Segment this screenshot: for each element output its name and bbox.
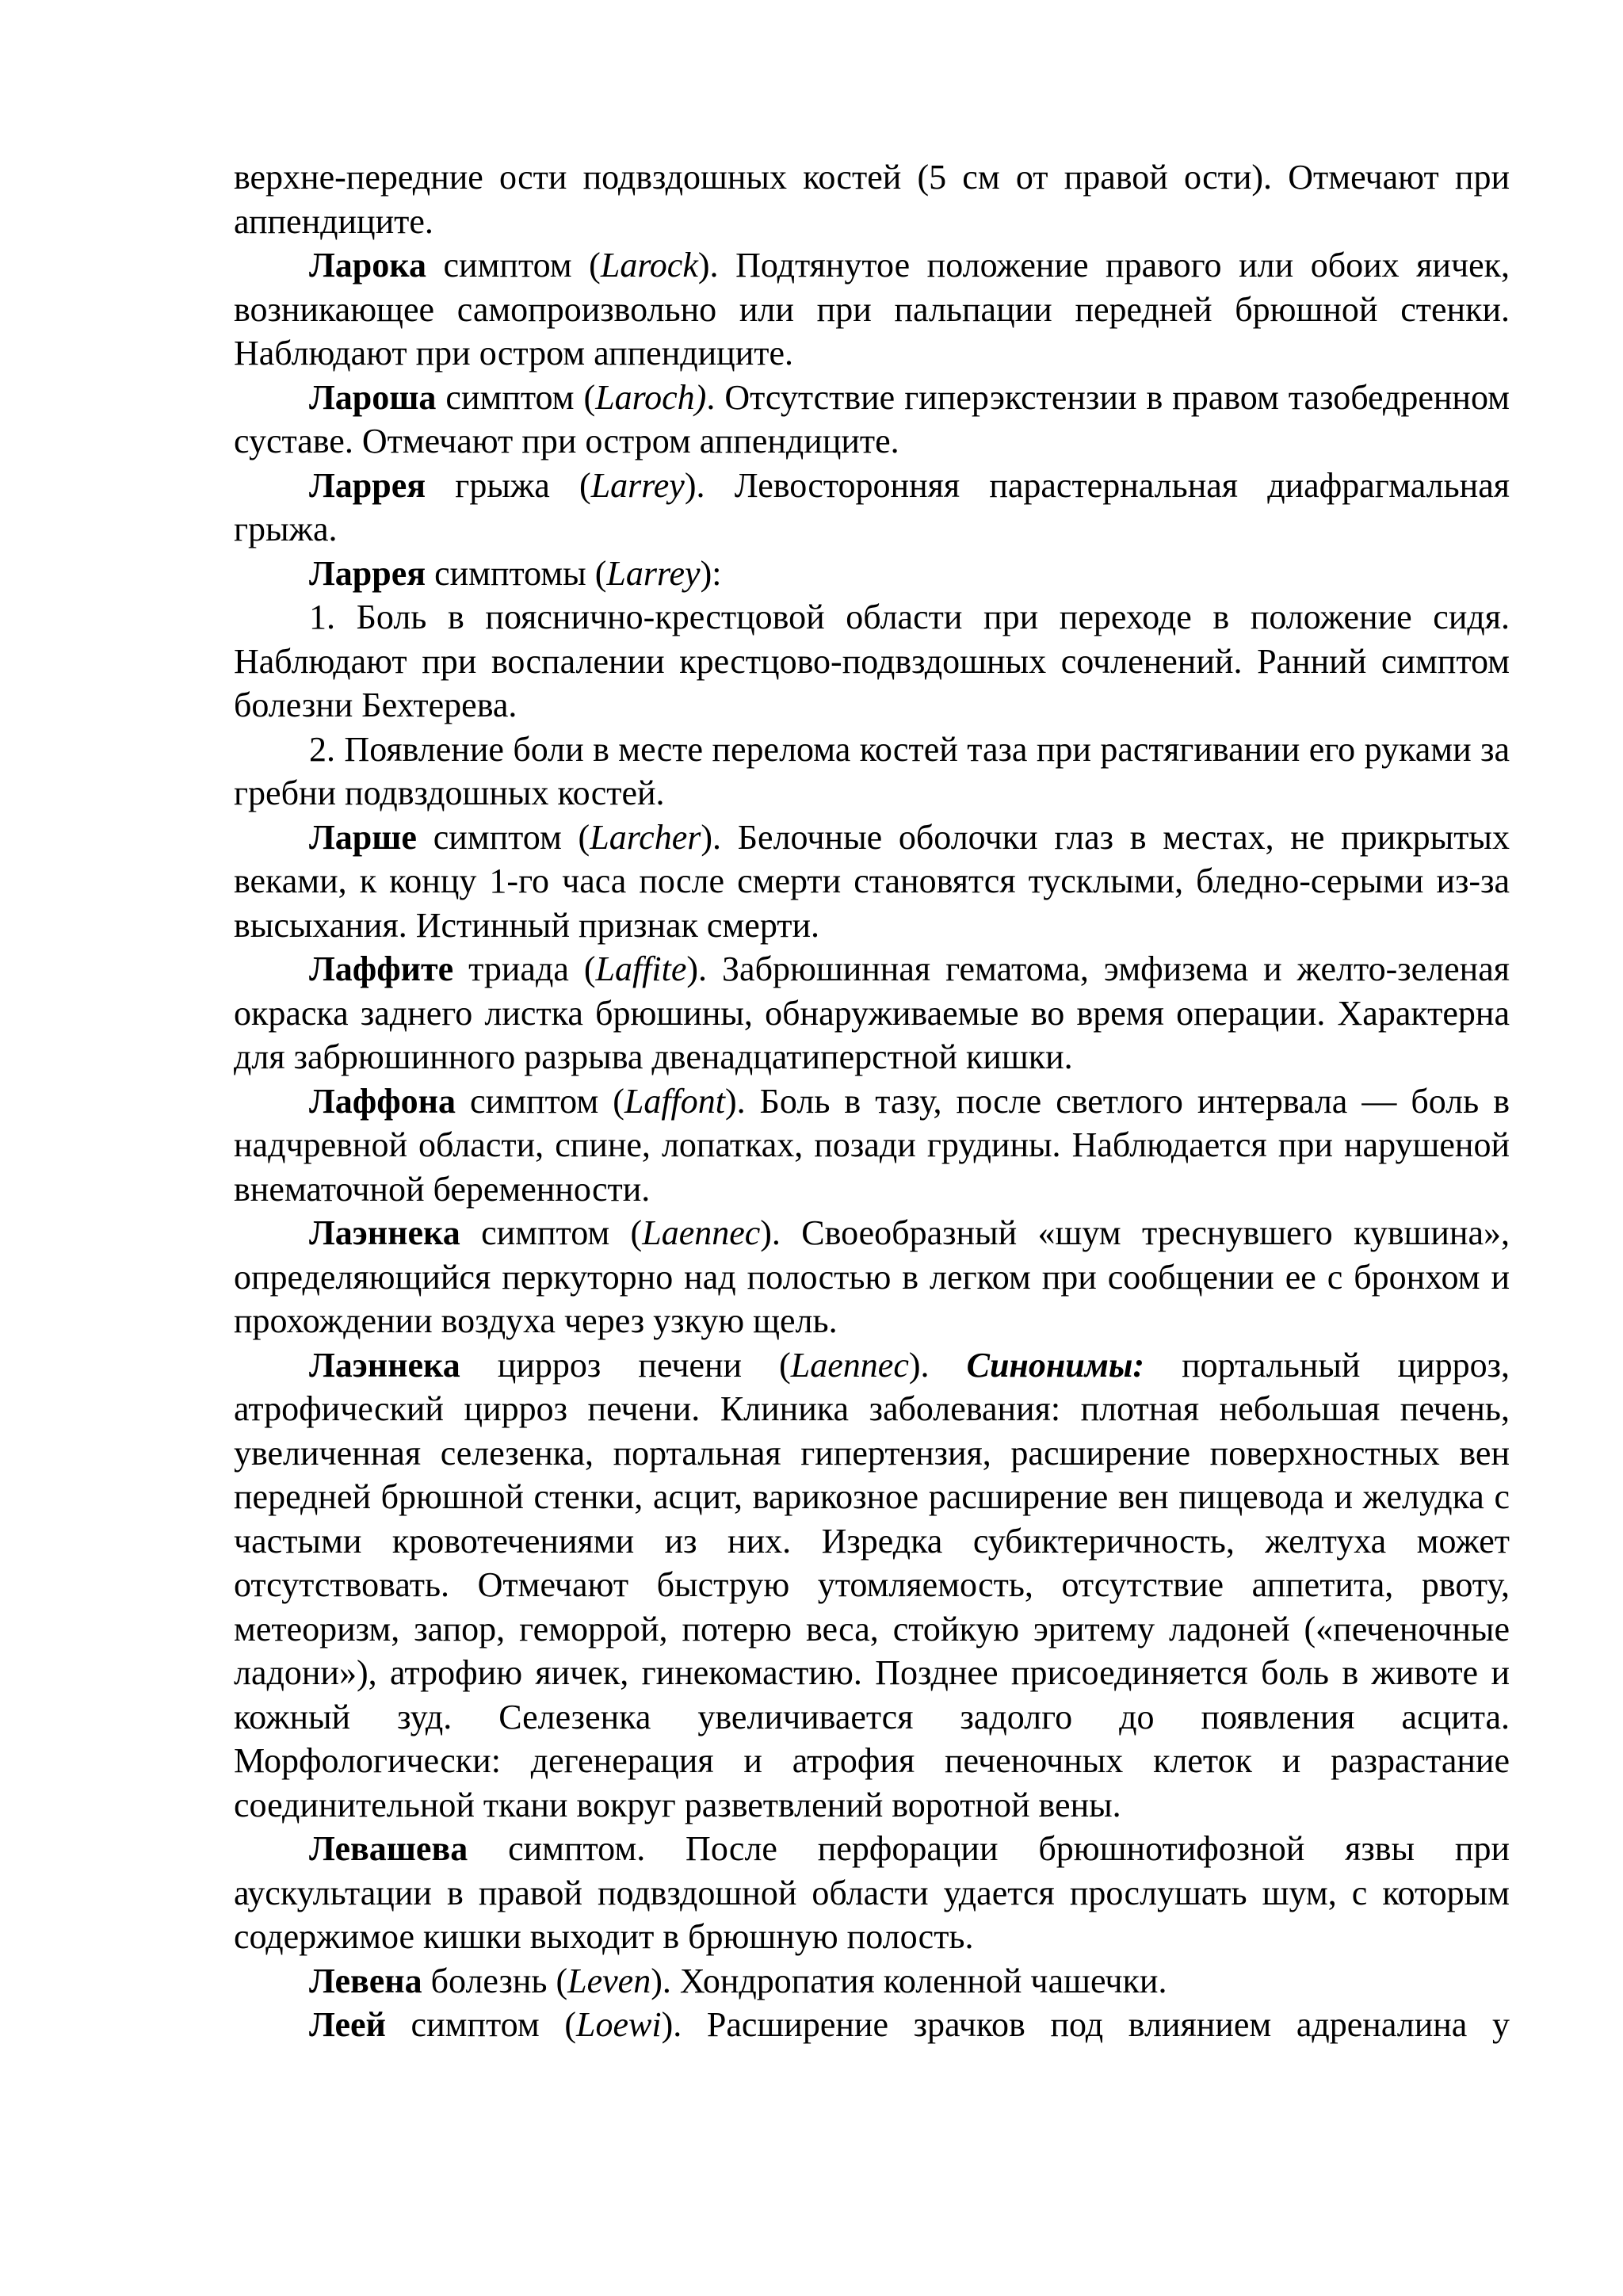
text-paragraph	[234, 552, 1510, 596]
paragraph-text: ). Подтянутое положение правого или обоих яичек, возникающее самопроизвольно или при пальпации передней брюшной стенки. Наблюдают при остром аппендиците.	[234, 246, 1510, 372]
term-name: Ларрея	[309, 465, 426, 505]
latin-name: Larock	[600, 246, 698, 285]
paragraph-text: ). Боль в тазу, после светлого интервала — боль в надчревной области, спине, лопатках, позади грудины. Наблюдается при нарушеной внематочной беременности.	[234, 1081, 1510, 1209]
paragraph-text: ). Хондропатия коленной чашечки.	[651, 1961, 1167, 2000]
text-paragraph	[234, 816, 1510, 948]
paragraph-text: ):	[700, 553, 722, 593]
paragraph-text: болезнь (	[422, 1961, 568, 2000]
term-name: Лароша	[309, 377, 437, 417]
latin-name: Laffite	[595, 949, 687, 988]
paragraph-text: ). Своеобразный «шум треснувшего кувшина», определяющийся перкуторно над полостью в легком при сообщении ее с бронхом и прохождении воздуха через узкую щель.	[234, 1213, 1510, 1340]
term-name: Левашева	[309, 1829, 468, 1868]
latin-name: Laennec	[790, 1345, 909, 1385]
paragraph-text: ). Расширение зрачков под влиянием адреналина у	[661, 2005, 1510, 2044]
text-paragraph	[234, 1959, 1510, 2004]
text-paragraph	[234, 1343, 1510, 1828]
paragraph-text: ). Белочные оболочки глаз в местах, не прикрытых веками, к концу 1-го часа после смерти становятся тусклыми, бледно-серыми из-за высыхания. Истинный признак смерти.	[234, 817, 1510, 945]
latin-name: Laroch)	[595, 377, 707, 417]
term-name: Левена	[309, 1961, 422, 2000]
paragraph-text: 2. Появление боли в месте перелома костей таза при растягивании его руками за гребни подвздошных костей.	[234, 729, 1510, 812]
text-paragraph	[234, 1079, 1510, 1212]
paragraph-text: симптомы (	[426, 553, 607, 593]
text-paragraph	[234, 595, 1510, 728]
text-paragraph	[234, 1211, 1510, 1343]
paragraph-text: цирроз печени (	[460, 1345, 791, 1385]
term-name: Лаэннека	[309, 1345, 460, 1385]
paragraph-text: триада (	[453, 949, 596, 988]
text-paragraph	[234, 243, 1510, 376]
text-paragraph	[234, 728, 1510, 816]
paragraph-text: симптом (	[436, 377, 596, 417]
text-paragraph	[234, 1827, 1510, 1959]
text-paragraph	[234, 947, 1510, 1079]
paragraph-text: грыжа (	[426, 465, 591, 505]
paragraph-text: портальный цирроз, атрофический цирроз печени. Клиника заболевания: плотная небольшая печень, увеличенная селезенка, портальная гипертензия, расширение поверхностных вен передней брюшной стенки, асцит, варикозное расширение вен пищевода и желудка с частыми кровотечениями из них. Изредка субиктеричность, желтуха может отсутствовать. Отмечают быструю утомляемость, отсутствие аппетита, рвоту, метеоризм, запор, геморрой, потерю веса, стойкую эритему ладоней («печеночные ладони»), атрофию яичек, гинекомастию. Позднее присоединяется боль в животе и кожный зуд. Селезенка увеличивается задолго до появления асцита. Морфологически: дегенерация и атрофия печеночных клеток и разрастание соединительной ткани вокруг разветвлений воротной вены.	[234, 1345, 1510, 1824]
paragraph-text: ). Левосторонняя парастернальная диафрагмальная грыжа.	[234, 465, 1510, 548]
paragraph-text: ). Забрюшинная гематома, эмфизема и желто-зеленая окраска заднего листка брюшины, обнаруживаемые во время операции. Характерна для забрюшинного разрыва двенадцатиперстной кишки.	[234, 949, 1510, 1076]
latin-name: Larcher	[590, 817, 701, 857]
paragraph-text: верхне-передние ости подвздошных костей (5 см от правой ости). Отмечают при аппендиците.	[234, 158, 1510, 241]
text-paragraph	[234, 2003, 1510, 2047]
latin-name: Loewi	[575, 2005, 662, 2044]
term-name: Леей	[309, 2005, 386, 2044]
latin-name: Laffont	[624, 1081, 725, 1121]
term-name: Лаэннека	[309, 1213, 460, 1252]
text-paragraph	[234, 376, 1510, 464]
paragraph-text: 1. Боль в пояснично-крестцовой области при переходе в положение сидя. Наблюдают при воспалении крестцово-подвздошных сочленений. Ранний симптом болезни Бехтерева.	[234, 598, 1510, 724]
paragraph-text: симптом (	[416, 817, 590, 857]
latin-name: Laennec	[642, 1213, 761, 1252]
term-name: Лаффона	[309, 1081, 456, 1121]
term-name: Ларрея	[309, 553, 426, 593]
term-name: Ларше	[309, 817, 417, 857]
paragraph-text: симптом (	[426, 246, 601, 285]
paragraph-text: симптом. После перфорации брюшнотифозной язвы при аускультации в правой подвздошной области удается прослушать шум, с которым содержимое кишки выходит в брюшную полость.	[234, 1829, 1510, 1956]
term-name: Лаффите	[309, 949, 454, 988]
paragraph-text: симптом (	[460, 1213, 643, 1252]
text-paragraph	[234, 464, 1510, 552]
document-page	[234, 155, 1510, 2047]
paragraph-text: ).	[908, 1345, 967, 1385]
paragraph-text: симптом (	[385, 2005, 576, 2044]
paragraph-text: . Отсутствие гиперэкстензии в правом тазобедренном суставе. Отмечают при остром аппендиците.	[234, 377, 1510, 460]
paragraph-text: симптом (	[456, 1081, 624, 1121]
text-paragraph	[234, 155, 1510, 243]
term-name: Ларока	[309, 246, 426, 285]
latin-name: Larrey	[590, 465, 685, 505]
synonyms-label: Синонимы:	[966, 1345, 1145, 1385]
latin-name: Leven	[567, 1961, 651, 2000]
latin-name: Larrey	[606, 553, 701, 593]
